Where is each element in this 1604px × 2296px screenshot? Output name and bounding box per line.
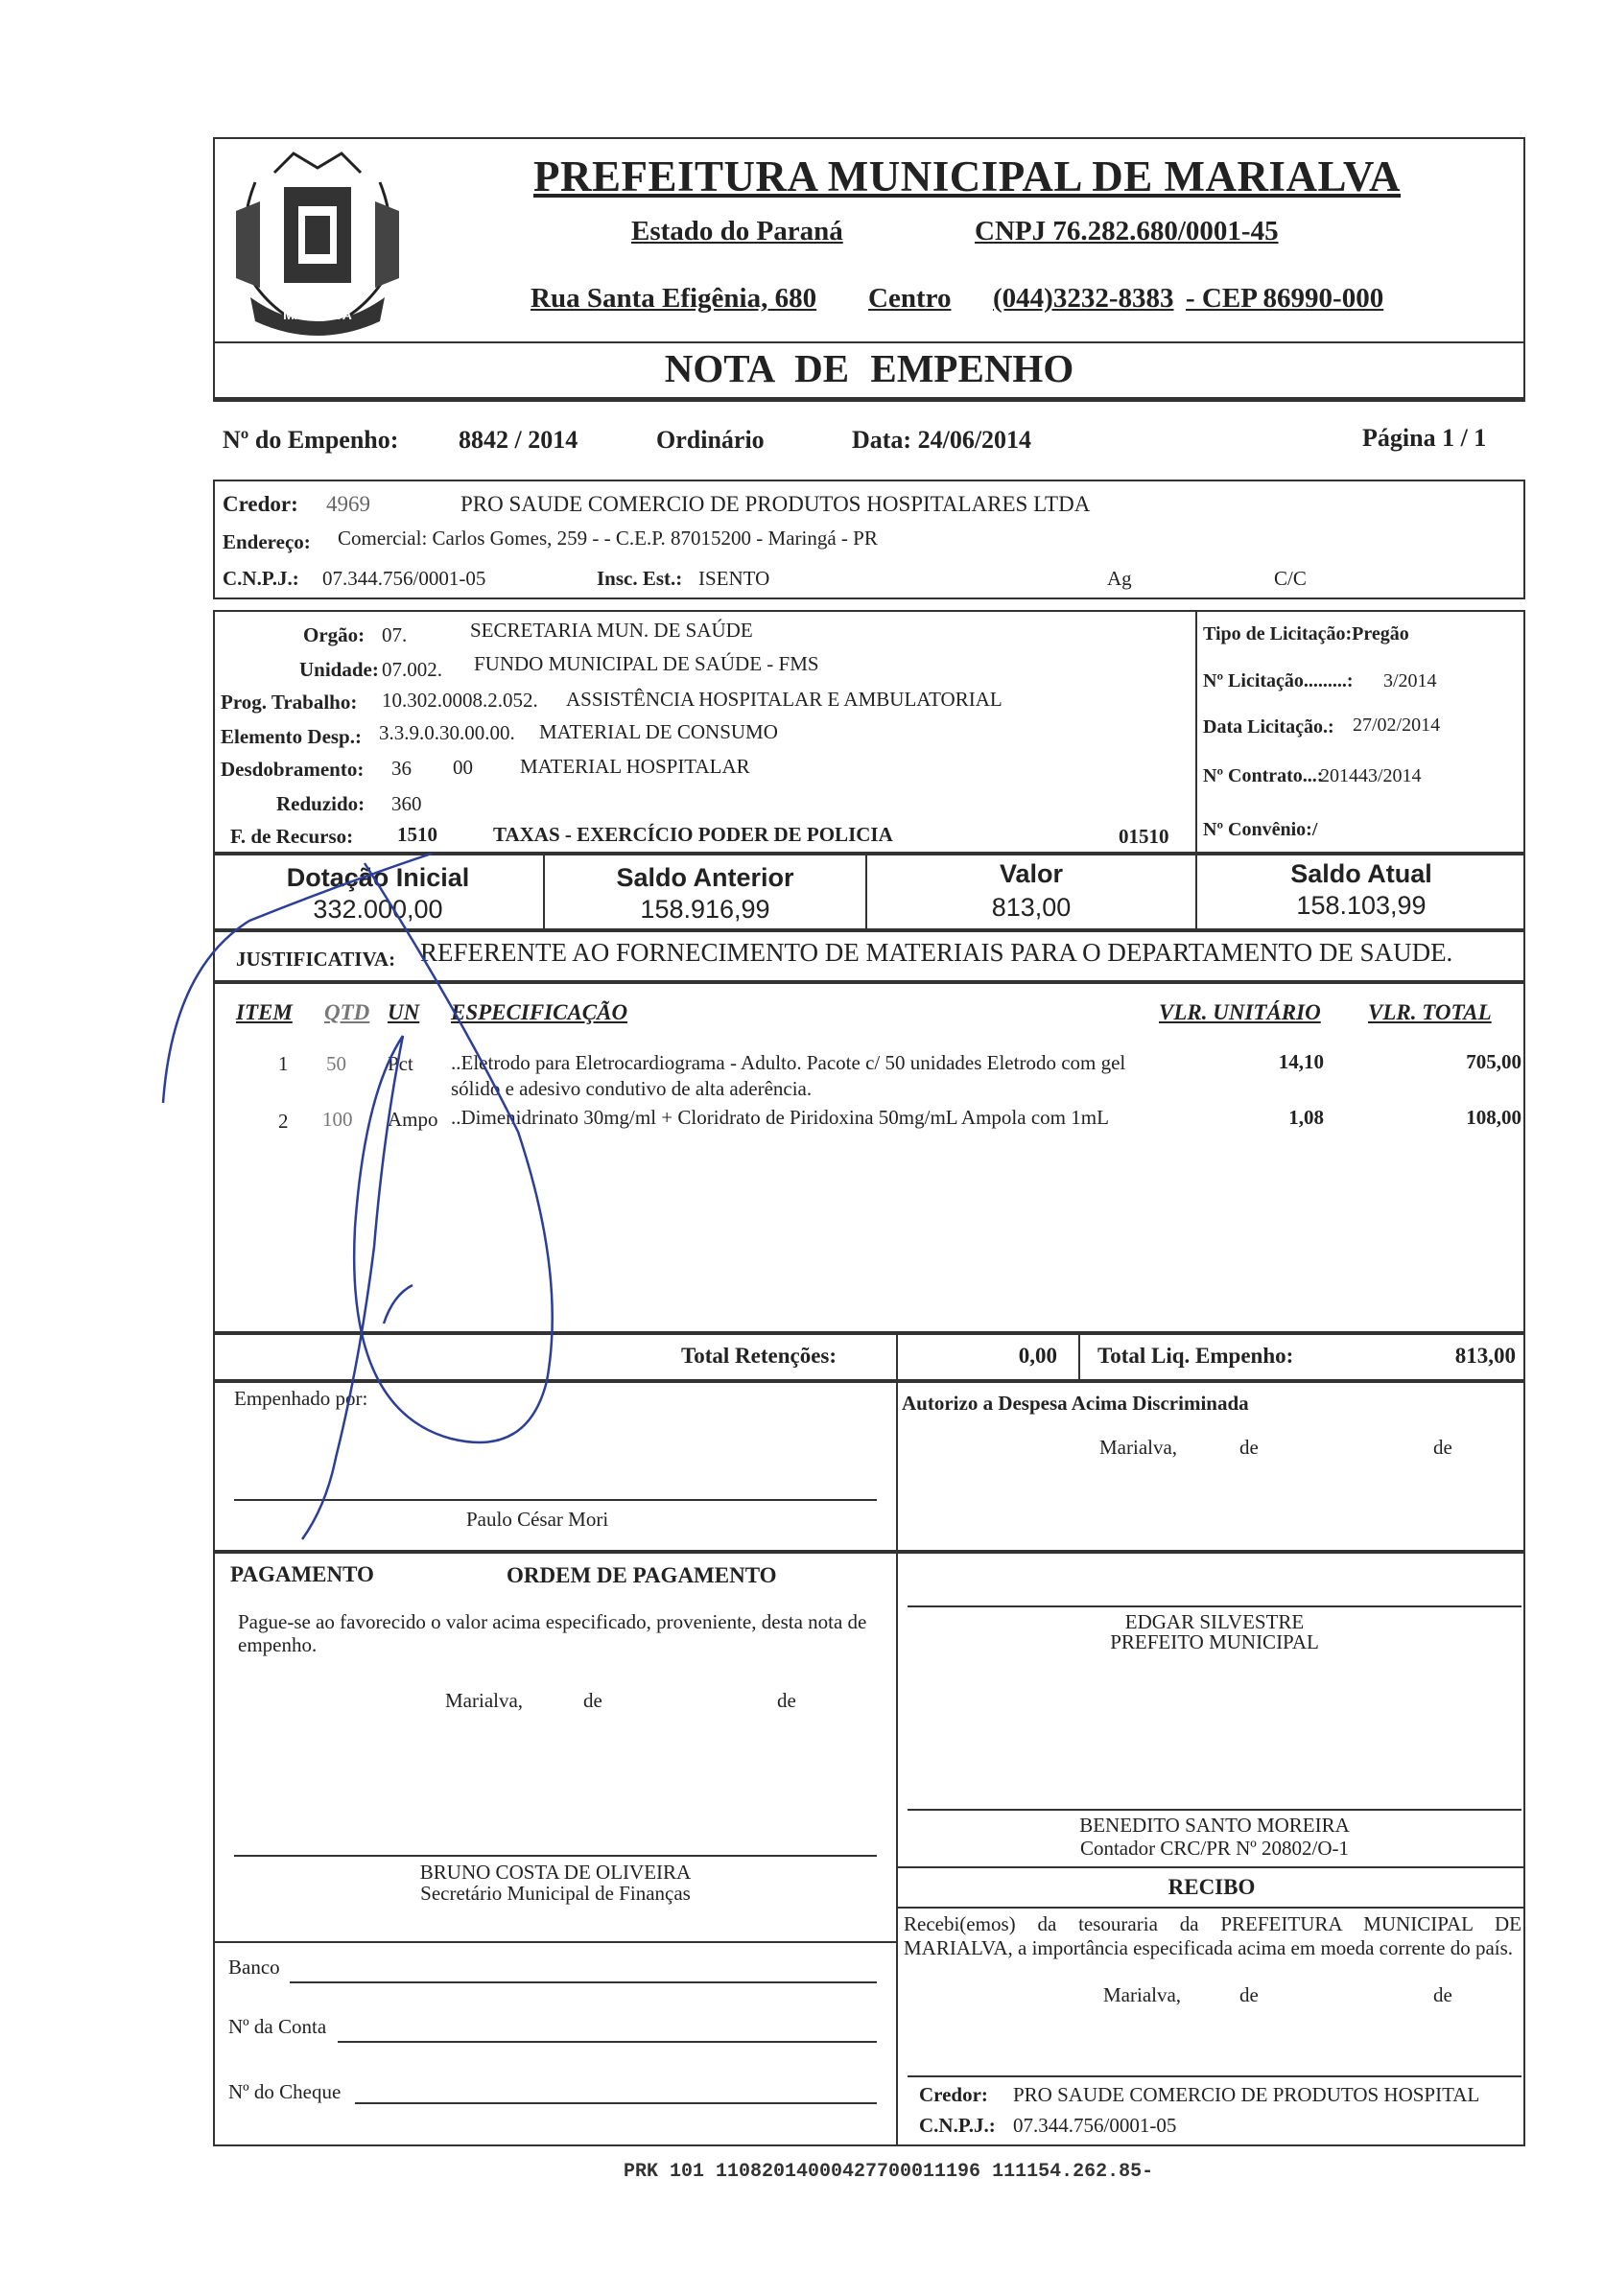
prog-name: ASSISTÊNCIA HOSPITALAR E AMBULATORIAL [566,688,1002,711]
retencoes-label: Total Retenções: [681,1344,837,1368]
empenho-date: Data: 24/06/2014 [852,426,1032,454]
elemento-code: 3.3.9.0.30.00.00. [379,721,515,744]
recibo-cnpj-value: 07.344.756/0001-05 [1013,2114,1177,2137]
credor-label: Credor: [223,492,298,516]
contrato-label: Nº Contrato...: [1203,765,1324,786]
dotacao-value: 332.000,00 [313,895,443,924]
recibo-text: Recebi(emos) da tesouraria da PREFEITURA MUNICIPAL DE MARIALVA, a importância especificada acima em moeda corrente do país. [904,1912,1521,1959]
row-total: 108,00 [1466,1106,1521,1129]
ordem-label: ORDEM DE PAGAMENTO [507,1563,777,1587]
pagamento-label: PAGAMENTO [230,1562,374,1586]
row-item: 2 [278,1110,289,1133]
cep-label: - CEP 86990-000 [1186,283,1384,314]
orgao-name: SECRETARIA MUN. DE SAÚDE [470,619,753,642]
contrato-value: 201443/2014 [1320,765,1422,786]
col-spec: ESPECIFICAÇÃO [451,1000,628,1024]
licitacao-num-value: 3/2014 [1383,670,1437,691]
desdob-name: MATERIAL HOSPITALAR [520,755,750,778]
licitacao-data-value: 27/02/2014 [1353,715,1441,736]
prog-code: 10.302.0008.2.052. [382,689,538,712]
barcode-text: PRK 101 11082014000427700011196 111154.262.85- [624,2161,1154,2183]
desdob-code: 36 [391,757,412,780]
row-unit: 14,10 [1278,1050,1324,1073]
row-total: 705,00 [1466,1050,1521,1073]
elemento-label: Elemento Desp.: [221,725,362,748]
autorizo-place: Marialva, [1099,1436,1178,1459]
row-spec: ..Eletrodo para Eletrocardiograma - Adulto. Pacote c/ 50 unidades Eletrodo com gel sólido e adesivo condutivo de alta aderência. [451,1051,1126,1100]
prefeito-name: EDGAR SILVESTRE [1124,1610,1305,1633]
district-label: Centro [868,283,952,314]
signature-scribble [144,844,643,1554]
credor-code: 4969 [326,492,370,516]
page-title: PREFEITURA MUNICIPAL DE MARIALVA [533,152,1402,200]
justificativa-label: JUSTIFICATIVA: [236,948,396,971]
convenio-label: Nº Convênio:/ [1203,819,1318,840]
recibo-credor-label: Credor: [919,2083,988,2106]
secretario-name: BRUNO COSTA DE OLIVEIRA [419,1861,692,1884]
desdob-label: Desdobramento: [221,758,365,781]
cnpj-credor-label: C.N.P.J.: [223,567,299,590]
recurso-label: F. de Recurso: [230,825,354,848]
row-un: Pct [388,1052,413,1075]
insc-value: ISENTO [698,567,770,590]
street-label: Rua Santa Efigênia, 680 [531,283,817,314]
row-qtd: 50 [326,1052,346,1075]
phone-label: (044)3232-8383 [993,283,1174,314]
recibo-place: Marialva, [1103,1983,1182,2006]
banco-label: Banco [228,1956,280,1979]
endereco-label: Endereço: [223,530,311,553]
recibo-title: RECIBO [1168,1875,1256,1899]
doc-title: NOTA DE EMPENHO [664,346,1074,390]
row-item: 1 [278,1052,289,1075]
prog-label: Prog. Trabalho: [221,691,358,714]
page-number: Página 1 / 1 [1362,424,1487,452]
desdob-sub: 00 [453,756,473,779]
empenho-type: Ordinário [656,426,765,454]
cnpj-credor-value: 07.344.756/0001-05 [322,567,486,590]
pagamento-de1: de [583,1689,602,1712]
atual-label: Saldo Atual [1290,859,1432,888]
valor-label: Valor [999,859,1064,888]
col-total: VLR. TOTAL [1368,1000,1492,1024]
contador-title: Contador CRC/PR Nº 20802/O-1 [1079,1837,1350,1860]
col-un: UN [388,1000,420,1024]
recibo-de1: de [1239,1983,1259,2006]
retencoes-value: 0,00 [1018,1344,1057,1368]
licitacao-data-label: Data Licitação.: [1203,716,1334,738]
atual-value: 158.103,99 [1296,891,1427,920]
liq-value: 813,00 [1454,1344,1516,1368]
cheque-label: Nº do Cheque [228,2080,342,2103]
empenhado-name: Paulo César Mori [466,1508,609,1531]
dotacao-label: Dotação Inicial [286,863,470,892]
secretario-title: Secretário Municipal de Finanças [420,1882,691,1905]
state-label: Estado do Paraná [631,216,843,246]
orgao-label: Orgão: [303,623,366,646]
conta-label: Nº da Conta [228,2015,327,2038]
liq-label: Total Liq. Empenho: [1097,1344,1294,1368]
autorizo-de1: de [1239,1436,1259,1459]
reduzido-label: Reduzido: [276,792,366,815]
recibo-de2: de [1433,1983,1452,2006]
endereco-value: Comercial: Carlos Gomes, 259 - - C.E.P. 87015200 - Maringá - PR [338,527,878,550]
unidade-name: FUNDO MUNICIPAL DE SAÚDE - FMS [474,652,819,675]
unidade-code: 07.002. [382,658,442,681]
anterior-value: 158.916,99 [640,895,770,924]
cc-label: C/C [1274,567,1307,590]
recurso-name: TAXAS - EXERCÍCIO PODER DE POLICIA [493,823,893,846]
empenho-num-value: 8842 / 2014 [459,426,578,454]
valor-value: 813,00 [991,893,1072,922]
empenho-num-label: Nº do Empenho: [223,426,399,454]
row-spec: ..Dimenidrinato 30mg/ml + Cloridrato de Piridoxina 50mg/mL Ampola com 1mL [451,1106,1109,1129]
elemento-name: MATERIAL DE CONSUMO [539,720,778,743]
pagamento-text: Pague-se ao favorecido o valor acima especificado, proveniente, desta nota de empenho. [238,1610,867,1656]
justificativa-text: REFERENTE AO FORNECIMENTO DE MATERIAIS PARA O DEPARTAMENTO DE SAUDE. [420,938,1453,967]
recurso-code: 1510 [397,823,437,846]
coat-of-arms-icon [217,144,418,340]
licitacao-num-label: Nº Licitação.........: [1203,670,1354,691]
autorizo-label: Autorizo a Despesa Acima Discriminada [902,1392,1249,1415]
anterior-label: Saldo Anterior [616,863,794,892]
recurso-ref: 01510 [1119,825,1169,848]
tipo-licitacao: Tipo de Licitação:Pregão [1203,623,1409,644]
credor-name: PRO SAUDE COMERCIO DE PRODUTOS HOSPITALARES LTDA [460,492,1091,516]
contador-name: BENEDITO SANTO MOREIRA [1079,1814,1350,1837]
seal-text: MARIALVA [283,307,352,322]
recibo-credor-value: PRO SAUDE COMERCIO DE PRODUTOS HOSPITAL [1013,2083,1480,2106]
empenhado-label: Empenhado por: [234,1387,368,1410]
prefeito-title: PREFEITO MUNICIPAL [1110,1630,1319,1653]
insc-label: Insc. Est.: [597,567,683,590]
col-unit: VLR. UNITÁRIO [1159,1000,1321,1024]
col-item: ITEM [236,1000,293,1024]
orgao-code: 07. [382,623,408,646]
cnpj-label: CNPJ 76.282.680/0001-45 [975,216,1279,246]
pagamento-de2: de [777,1689,796,1712]
col-qtd: QTD [324,1000,370,1024]
ag-label: Ag [1107,567,1132,590]
row-unit: 1,08 [1288,1106,1324,1129]
unidade-label: Unidade: [299,658,379,681]
reduzido-value: 360 [391,792,422,815]
row-un: Ampo [388,1108,438,1131]
row-qtd: 100 [322,1108,353,1131]
recibo-cnpj-label: C.N.P.J.: [919,2114,996,2137]
pagamento-place: Marialva, [445,1689,524,1712]
autorizo-de2: de [1433,1436,1452,1459]
